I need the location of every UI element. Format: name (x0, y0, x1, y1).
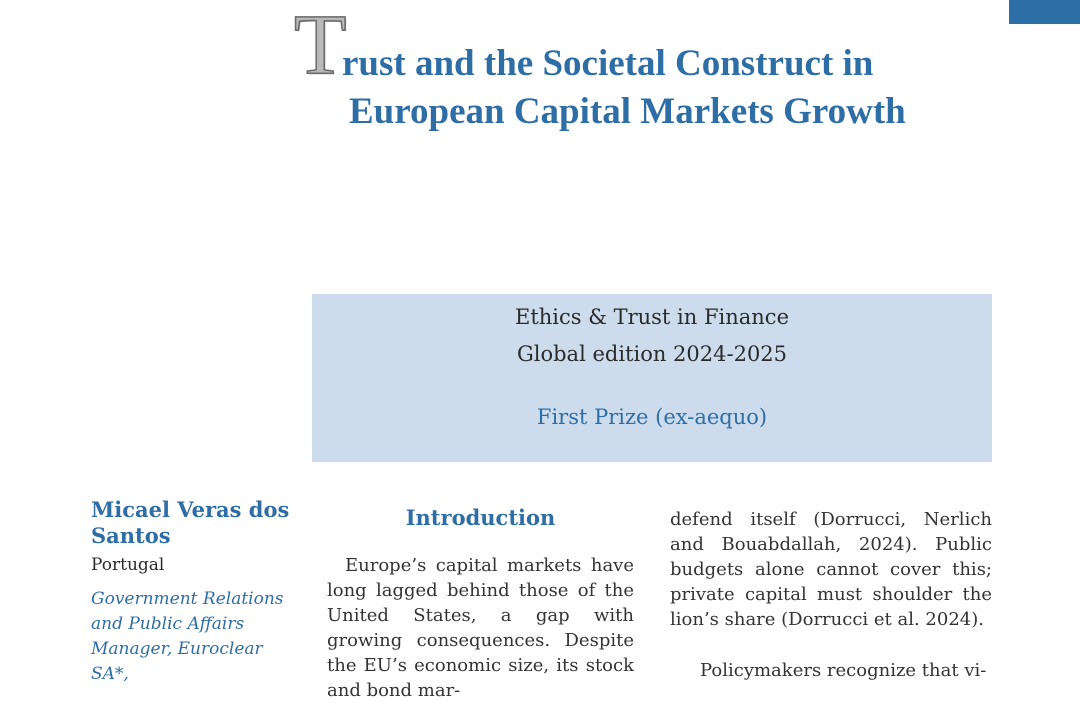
prize-box-edition: Global edition 2024-2025 (516, 342, 788, 366)
author-name: Micael Veras dos Santos (91, 497, 290, 548)
author-sidebar (91, 497, 291, 687)
body-paragraph: defend itself (Dorrucci, Nerlich and Bouabdallah, 2024). Public budgets alone cannot cover this; private capital must shoulder the lion’s share (Dorrucci et al. 2024). (670, 509, 992, 630)
title-line-1: rust and the Societal Construct in (342, 43, 874, 84)
body-column-1 (327, 505, 634, 703)
prize-box-award: First Prize (ex-aequo) (536, 405, 768, 429)
corner-tab-marker (1009, 0, 1080, 24)
body-paragraph: Europe’s capital markets have long lagged behind those of the United States, a gap with growing consequences. Despite the EU’s economic size, its stock and bond mar- (327, 555, 634, 701)
prize-box (312, 294, 992, 462)
title-line-2: European Capital Markets Growth (349, 91, 906, 132)
section-heading-introduction: Introduction (405, 505, 556, 530)
title-drop-cap: T (294, 0, 347, 92)
body-paragraph: Policymakers recognize that vi- (700, 660, 987, 681)
author-role: Government Relations and Public Affairs Manager, Euroclear SA*, (91, 589, 284, 684)
body-column-2 (670, 507, 992, 683)
author-country: Portugal (91, 555, 165, 575)
prize-box-series: Ethics & Trust in Finance (514, 305, 789, 329)
